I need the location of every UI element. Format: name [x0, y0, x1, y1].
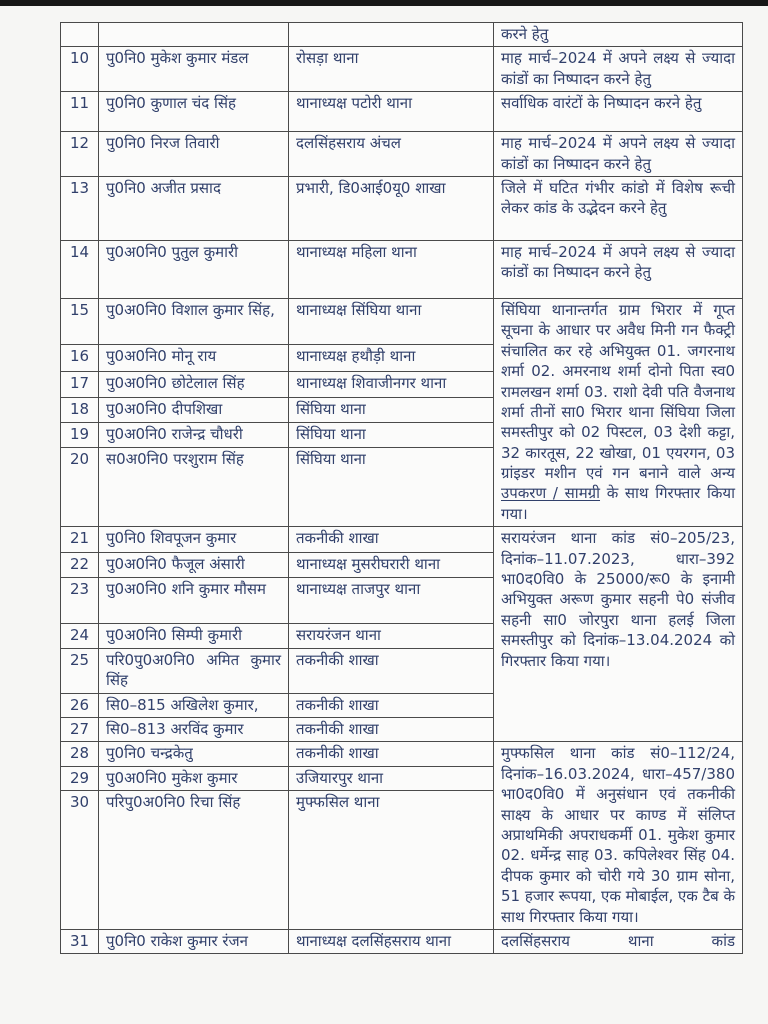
cell-name: सि0–815 अखिलेश कुमार, — [99, 693, 289, 717]
cell-serial: 26 — [61, 693, 99, 717]
cell-station: थानाध्यक्ष सिंघिया थाना — [289, 298, 494, 344]
cell-serial: 24 — [61, 623, 99, 648]
cell-description: सर्वाधिक वारंटों के निष्पादन करने हेतु — [494, 92, 743, 132]
description-text: सिंघिया थानान्तर्गत ग्राम भिरार में गूप्त सूचना के आधार पर अवैध मिनी गन फैक्ट्री संचालित कर रहे अभियुक्त 01. जगरनाथ शर्मा 02. अमरनाथ शर्मा दोनो पिता स्व0 रामलखन शर्मा 03. राशो देवी पति वैजनाथ शर्मा तीनों सा0 भिरार थाना सिंघिया जिला समस्तीपुर को 02 पिस्टल, 03 देशी कट्टा, 32 कारतूस, 22 खोखा, 01 एयरगन, 03 ग्रांइडर मशीन एवं गन बनाने वाले अन्य — [501, 300, 735, 483]
scan-top-edge-bar — [0, 0, 768, 6]
cell-serial: 18 — [61, 397, 99, 422]
cell-description: माह मार्च–2024 में अपने लक्ष्य से ज्यादा कांडों का निष्पादन करने हेतु — [494, 132, 743, 177]
cell-name: पु0अ0नि0 सिम्पी कुमारी — [99, 623, 289, 648]
cell-station: तकनीकी शाखा — [289, 718, 494, 742]
cell-name: पु0अ0नि0 पुतुल कुमारी — [99, 240, 289, 298]
cell-serial: 28 — [61, 742, 99, 766]
cell-station: थानाध्यक्ष मुसरीघरारी थाना — [289, 553, 494, 577]
description-underlined-text: उपकरण / सामग्री — [501, 484, 601, 503]
cell-serial: 23 — [61, 577, 99, 623]
cell-name: पु0अ0नि0 छोटेलाल सिंह — [99, 371, 289, 397]
cell-station: थानाध्यक्ष शिवाजीनगर थाना — [289, 371, 494, 397]
table-row — [61, 929, 743, 953]
cell-description: जिले में घटित गंभीर कांडो में विशेष रूची लेकर कांड के उद्भेदन करने हेतु — [494, 176, 743, 240]
cell-name: पु0अ0नि0 मुकेश कुमार — [99, 766, 289, 790]
cell-station: थानाध्यक्ष दलसिंहसराय थाना — [289, 929, 494, 953]
cell-serial: 21 — [61, 527, 99, 553]
cell-name: पु0अ0नि0 शनि कुमार मौसम — [99, 577, 289, 623]
cell-station: तकनीकी शाखा — [289, 648, 494, 693]
cell-name: पु0अ0नि0 मोनू राय — [99, 344, 289, 371]
cell-serial: 14 — [61, 240, 99, 298]
cell-name: पु0नि0 अजीत प्रसाद — [99, 176, 289, 240]
cell-name: पु0अ0नि0 राजेन्द्र चौधरी — [99, 422, 289, 447]
cell-name — [99, 23, 289, 47]
cell-serial: 13 — [61, 176, 99, 240]
personnel-awards-table — [60, 22, 743, 954]
cell-serial: 27 — [61, 718, 99, 742]
cell-station: दलसिंहसराय अंचल — [289, 132, 494, 177]
cell-name: पु0अ0नि0 विशाल कुमार सिंह, — [99, 298, 289, 344]
table-row — [61, 176, 743, 240]
cell-name: परि0पु0अ0नि0 अमित कुमार सिंह — [99, 648, 289, 693]
cell-name: स0अ0नि0 परशुराम सिंह — [99, 447, 289, 526]
cell-station: तकनीकी शाखा — [289, 527, 494, 553]
cell-station: थानाध्यक्ष हथौड़ी थाना — [289, 344, 494, 371]
cell-station: सिंघिया थाना — [289, 447, 494, 526]
cell-serial: 20 — [61, 447, 99, 526]
cell-name: पु0नि0 मुकेश कुमार मंडल — [99, 47, 289, 92]
cell-station: सरायरंजन थाना — [289, 623, 494, 648]
table-row — [61, 92, 743, 132]
cell-description-group-28-30: मुफ्फसिल थाना कांड सं0–112/24, दिनांक–16.03.2024, धारा–457/380 भा0द0वि0 में अनुसंधान एवं तकनीकी साक्ष्य के आधार पर काण्ड में संलिप्त अप्राथमिकी अपराधकर्मी 01. मुकेश कुमार 02. धर्मेन्द्र साह 03. कपिलेश्वर सिंह 04. दीपक कुमार को चोरी गये 30 ग्राम सोना, 51 हजार रूपया, एक मोबाईल, एक टैब के साथ गिरफ्तार किया गया। — [494, 742, 743, 930]
cell-name: पु0नि0 चन्द्रकेतु — [99, 742, 289, 766]
description-text: के साथ गिरफ्तार किया गया। — [501, 484, 735, 523]
cell-serial: 30 — [61, 791, 99, 930]
cell-description: करने हेतु — [494, 23, 743, 47]
cell-station: मुफ्फसिल थाना — [289, 791, 494, 930]
cell-description: माह मार्च–2024 में अपने लक्ष्य से ज्यादा कांडों का निष्पादन करने हेतु — [494, 240, 743, 298]
cell-description-group-21-27: सरायरंजन थाना कांड सं0–205/23, दिनांक–11.07.2023, धारा–392 भा0द0वि0 के 25000/रू0 के इनामी अभियुक्त अरूण कुमार सहनी पे0 संजीव सहनी सा0 जोरपुरा थाना हलई जिला समस्तीपुर को दिनांक–13.04.2024 को गिरफ्तार किया गया। — [494, 527, 743, 742]
cell-station: थानाध्यक्ष ताजपुर थाना — [289, 577, 494, 623]
cell-name: पु0नि0 निरज तिवारी — [99, 132, 289, 177]
cell-name: पु0नि0 कुणाल चंद सिंह — [99, 92, 289, 132]
cell-name: परिपु0अ0नि0 रिचा सिंह — [99, 791, 289, 930]
cell-serial: 22 — [61, 553, 99, 577]
cell-station: तकनीकी शाखा — [289, 693, 494, 717]
cell-serial: 19 — [61, 422, 99, 447]
cell-description: दलसिंहसराय थाना कांड — [494, 929, 743, 953]
cell-serial: 31 — [61, 929, 99, 953]
cell-station: सिंघिया थाना — [289, 422, 494, 447]
table-row — [61, 527, 743, 553]
cell-serial: 25 — [61, 648, 99, 693]
cell-name: पु0नि0 शिवपूजन कुमार — [99, 527, 289, 553]
cell-station: तकनीकी शाखा — [289, 742, 494, 766]
cell-description-group-15-20 — [494, 298, 743, 526]
cell-station: रोसड़ा थाना — [289, 47, 494, 92]
table-row — [61, 240, 743, 298]
table-row — [61, 742, 743, 766]
table-row — [61, 132, 743, 177]
table-row-continuation — [61, 23, 743, 47]
cell-station: थानाध्यक्ष महिला थाना — [289, 240, 494, 298]
table-row — [61, 298, 743, 344]
cell-name: पु0अ0नि0 फैजूल अंसारी — [99, 553, 289, 577]
cell-station: उजियारपुर थाना — [289, 766, 494, 790]
cell-description: माह मार्च–2024 में अपने लक्ष्य से ज्यादा कांडों का निष्पादन करने हेतु — [494, 47, 743, 92]
cell-name: पु0अ0नि0 दीपशिखा — [99, 397, 289, 422]
cell-serial: 12 — [61, 132, 99, 177]
cell-station — [289, 23, 494, 47]
cell-serial: 15 — [61, 298, 99, 344]
cell-serial — [61, 23, 99, 47]
table-row — [61, 47, 743, 92]
cell-serial: 29 — [61, 766, 99, 790]
cell-serial: 11 — [61, 92, 99, 132]
cell-station: थानाध्यक्ष पटोरी थाना — [289, 92, 494, 132]
cell-name: सि0–813 अरविंद कुमार — [99, 718, 289, 742]
cell-station: प्रभारी, डि0आई0यू0 शाखा — [289, 176, 494, 240]
cell-station: सिंघिया थाना — [289, 397, 494, 422]
cell-serial: 16 — [61, 344, 99, 371]
cell-name: पु0नि0 राकेश कुमार रंजन — [99, 929, 289, 953]
cell-serial: 10 — [61, 47, 99, 92]
cell-serial: 17 — [61, 371, 99, 397]
